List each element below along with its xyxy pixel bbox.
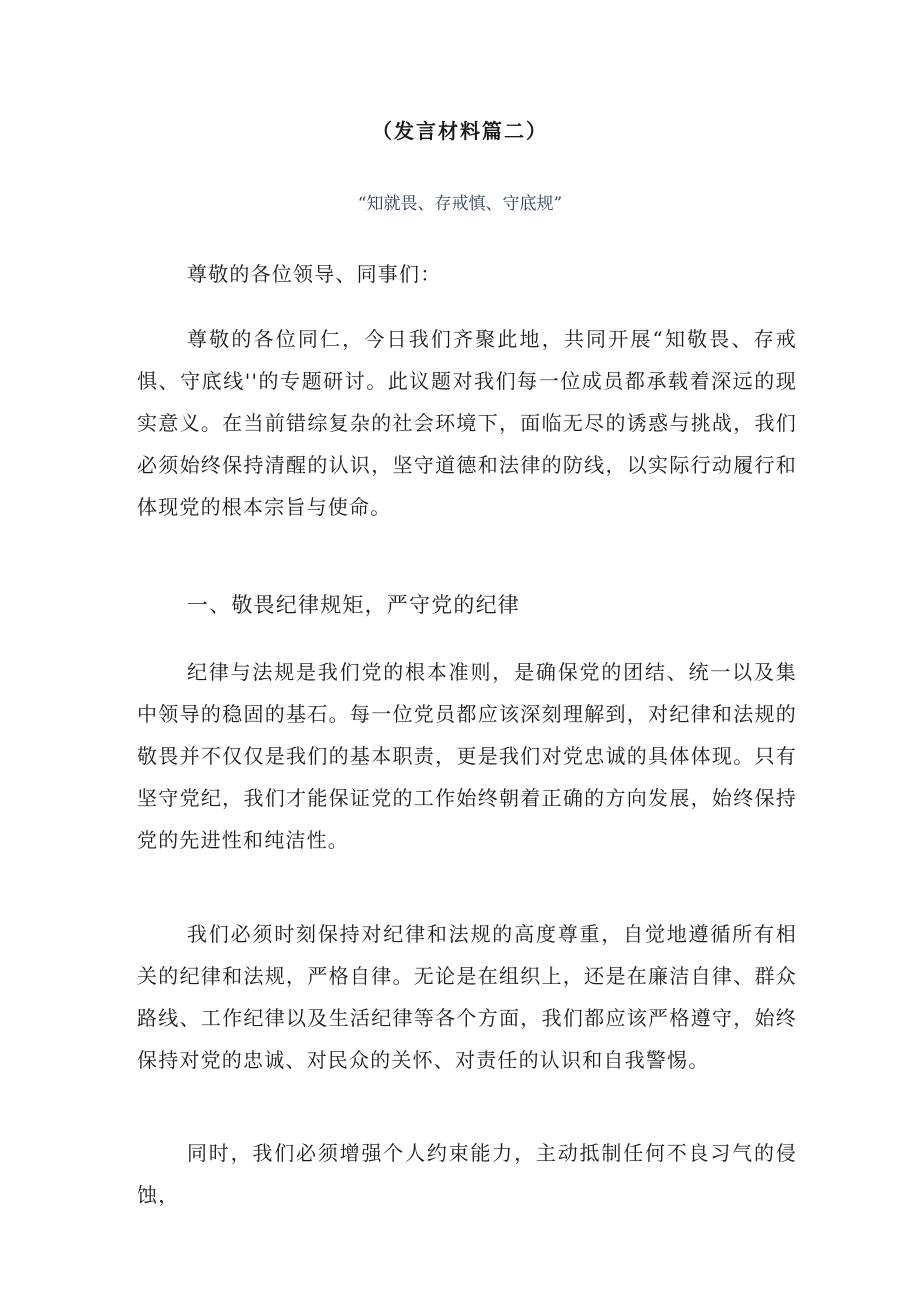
paragraph-discipline: 纪律与法规是我们党的根本准则，是确保党的团结、统一以及集中领导的稳固的基石。每一位党员都应该深刻理解到，对纪律和法规的敬畏并不仅仅是我们的基本职责，更是我们对党忠诚的具体体现。只有坚守党纪，我们才能保证党的工作始终朝着正确的方向发展，始终保持党的先进性和纯洁性。: [137, 660, 797, 852]
paragraph-intro: 尊敬的各位同仁，今日我们齐聚此地，共同开展“知敬畏、存戒惧、守底线''的专题研讨。此议题对我们每一位成员都承载着深远的现实意义。在当前错综复杂的社会环境下，面临无尽的诱惑与挑战，我们必须始终保持清醒的认识，坚守道德和法律的防线，以实际行动履行和体现党的根本宗旨与使命。: [137, 327, 797, 519]
document-subtitle: “知就畏、存戒慎、守底规”: [357, 194, 563, 214]
salutation: 尊敬的各位领导、同事们：: [187, 262, 442, 286]
section-heading-one: 一、敬畏纪律规矩，严守党的纪律: [187, 593, 520, 617]
paragraph-self-restraint: 同时，我们必须增强个人约束能力，主动抵制任何不良习气的侵蚀，: [137, 1141, 797, 1207]
paragraph-respect-rules: 我们必须时刻保持对纪律和法规的高度尊重，自觉地遵循所有相关的纪律和法规，严格自律。无论是在组织上，还是在廉洁自律、群众路线、工作纪律以及生活纪律等各个方面，我们都应该严格遵守，始终保持对党的忠诚、对民众的关怀、对责任的认识和自我警惕。: [137, 922, 797, 1072]
document-title: （发言材料篇二）: [372, 119, 548, 143]
